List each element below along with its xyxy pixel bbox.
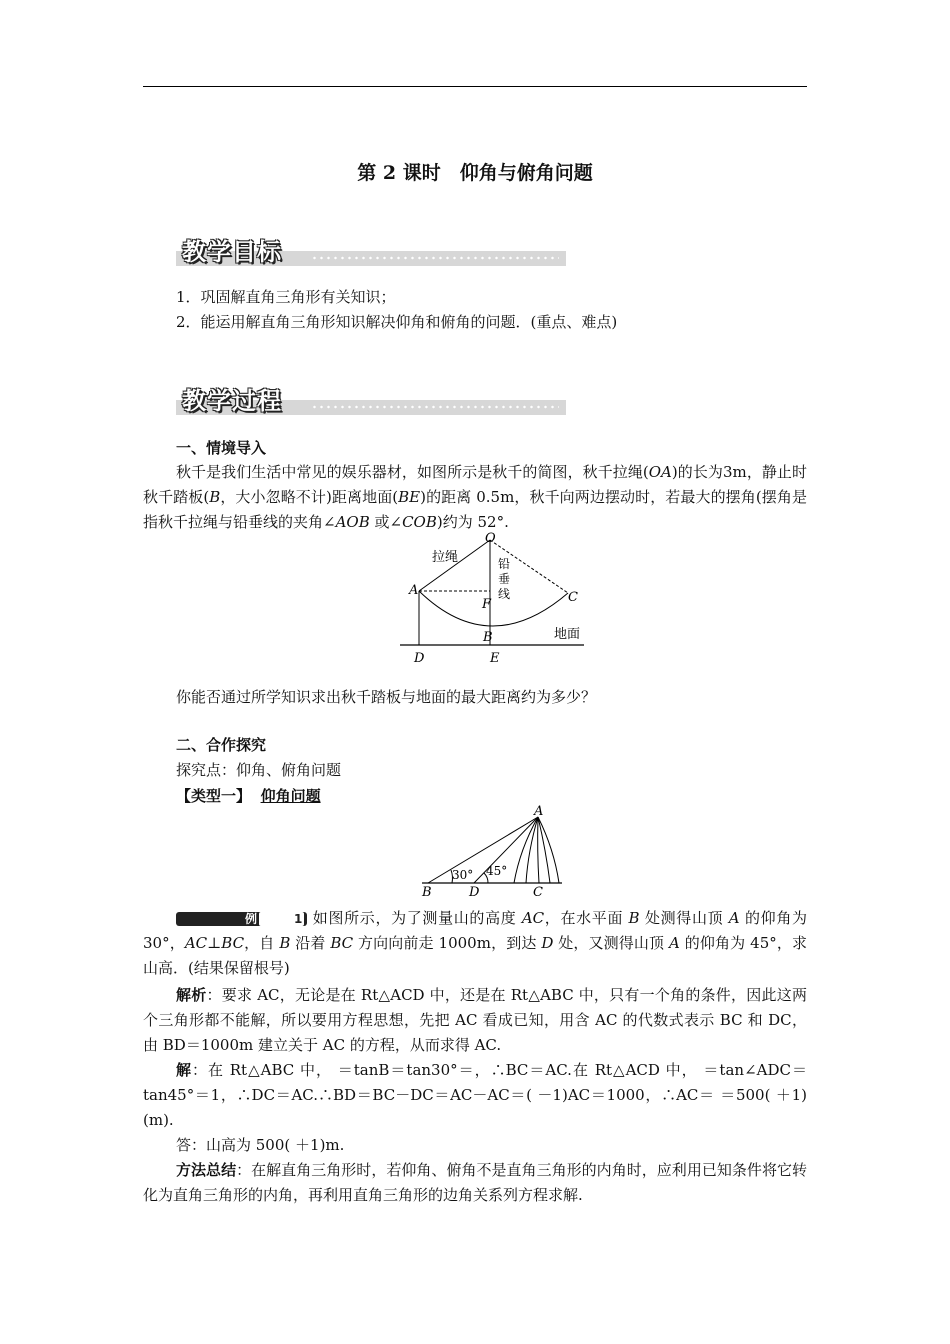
- method-summary: 方法总结：在解直角三角形时，若仰角、俯角不是直角三角形的内角时，应利用已知条件将它转化为直角三角形的内角，再利用直角三角形的边角关系列方程求解.: [143, 1161, 807, 1204]
- section-banner-goals: [176, 232, 566, 266]
- intro-paragraph: 秋千是我们生活中常见的娱乐器材，如图所示是秋千的简图，秋千拉绳(OA)的长为3m，静止时秋千踏板(B，大小忽略不计)距离地面(BE)的距离 0.5m，秋千向两边摆动时，若最大的摆角(摆角是指秋千拉绳与铅垂线的夹角∠AOB 或∠COB)约为 52°.: [143, 463, 807, 531]
- section-heading-explore: 二、合作探究: [176, 736, 267, 754]
- goal-item-2: 2．能运用解直角三角形知识解决仰角和俯角的问题．(重点、难点): [176, 313, 618, 331]
- label-ground: 地面: [554, 627, 581, 642]
- swing-diagram: [396, 530, 596, 668]
- header-rule: [143, 86, 807, 87]
- label-C: C: [533, 885, 543, 899]
- label-C: C: [568, 590, 578, 605]
- label-angle-30: 30°: [452, 868, 474, 882]
- label-B: B: [422, 885, 432, 899]
- type-heading: 【类型一】 仰角问题: [176, 787, 321, 805]
- label-angle-45: 45°: [486, 864, 508, 878]
- intro-question: 你能否通过所学知识求出秋千踏板与地面的最大距离约为多少？: [176, 688, 597, 706]
- banner-label: 教学过程: [182, 387, 282, 415]
- section-heading-intro: 一、情境导入: [176, 439, 267, 457]
- label-D: D: [414, 651, 425, 666]
- goal-item-1: 1．巩固解直角三角形有关知识；: [176, 288, 396, 306]
- label-A: A: [409, 583, 419, 598]
- page-title: 第 2 课时 仰角与俯角问题: [357, 162, 593, 184]
- banner-label: 教学目标: [182, 238, 282, 266]
- label-D: D: [469, 885, 480, 899]
- label-F: F: [482, 597, 492, 612]
- answer-paragraph: 答：山高为 500( ＋1)m.: [176, 1136, 345, 1154]
- type-title: 仰角问题: [260, 787, 321, 805]
- example-1: 例 1 如图所示，为了测量山的高度 AC，在水平面 B 处测得山顶 A 的仰角为 30°，AC⊥BC，自 B 沿着 BC 方向向前走 1000m，到达 D 处，又测得山顶 A 的仰角为 45°，求山高．(结果保留根号): [143, 909, 807, 977]
- label-plumb-2: 垂: [498, 572, 511, 586]
- example-badge: 例 1: [176, 912, 307, 926]
- label-plumb-1: 铅: [498, 557, 511, 571]
- section-banner-process: [176, 381, 566, 415]
- label-E: E: [490, 651, 500, 666]
- label-rope: 拉绳: [432, 550, 459, 565]
- mountain-diagram: [416, 803, 566, 899]
- analysis-paragraph: 解析：要求 AC，无论是在 Rt△ACD 中，还是在 Rt△ABC 中，只有一个角的条件，因此这两个三角形都不能解，所以要用方程思想，先把 AC 看成已知，用含 AC 的代数式表示 BC 和 DC，由 BD＝1000m 建立关于 AC 的方程，从而求得 AC.: [143, 986, 807, 1054]
- solution-paragraph: 解：在 Rt△ABC 中， ＝tanB＝tan30°＝，∴BC＝AC.在 Rt△ACD 中， ＝tan∠ADC＝tan45°＝1，∴DC＝AC.∴BD＝BC－DC＝AC－AC＝( －1)AC＝1000，∴AC＝ ＝500( ＋1)(m).: [143, 1061, 807, 1129]
- label-plumb-3: 线: [498, 587, 511, 601]
- label-B: B: [483, 630, 493, 645]
- label-A: A: [534, 804, 544, 819]
- label-O: O: [485, 531, 496, 546]
- explore-point: 探究点：仰角、俯角问题: [176, 761, 342, 779]
